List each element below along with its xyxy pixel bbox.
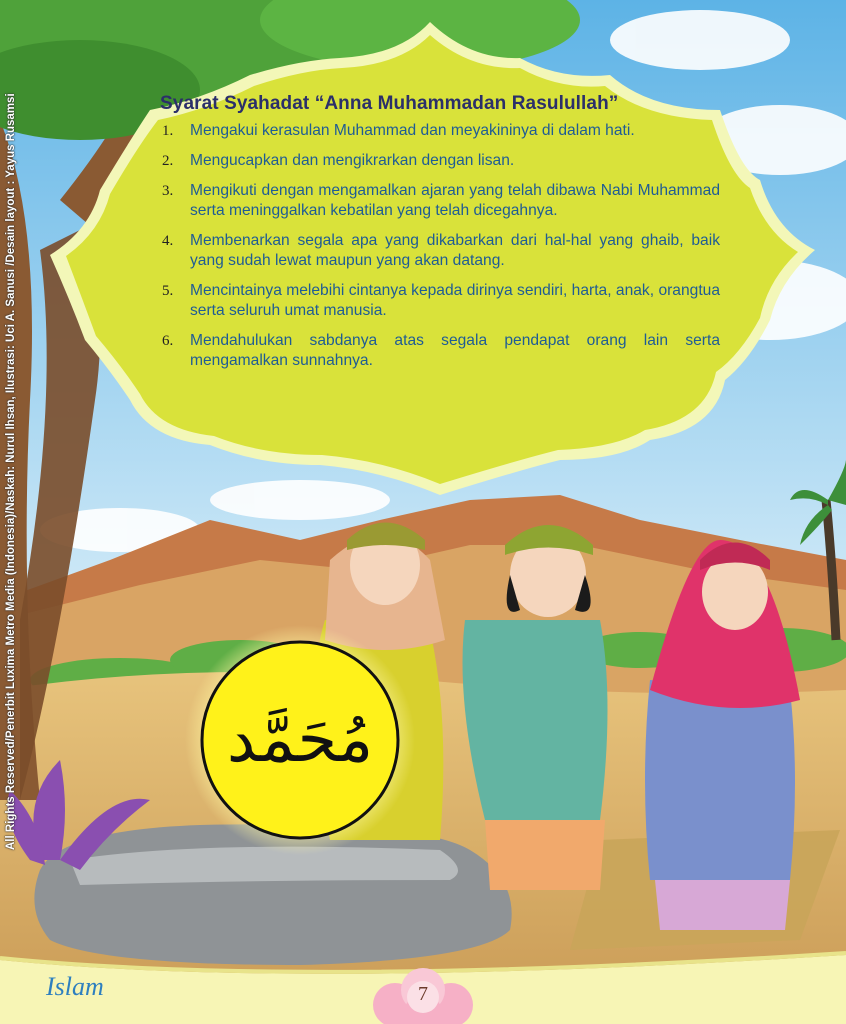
item-number: 1.	[162, 123, 174, 139]
conditions-list	[160, 121, 720, 371]
item-text: Mendahulukan sabdanya atas segala pendapat orang lain serta mengamalkan sunnahnya.	[190, 332, 720, 369]
page-number: 7	[418, 983, 428, 1005]
list-item	[160, 121, 720, 141]
brand-label: Islam	[46, 972, 104, 1001]
list-item	[160, 331, 720, 371]
item-number: 3.	[162, 183, 174, 199]
item-text: Mengakui kerasulan Muhammad dan meyakininya di dalam hati.	[190, 122, 635, 139]
item-text: Membenarkan segala apa yang dikabarkan dari hal-hal yang ghaib, baik yang sudah lewat maupun yang akan datang.	[190, 232, 720, 269]
copyright-credit: All Rights Reserved/Penerbit Luxima Metro Media (Indonesia)/Naskah: Nurul Ihsan, Ilustrasi: Uci A. Sanusi /Desain layout : Yayus Rusamsi	[5, 93, 17, 850]
list-item	[160, 231, 720, 271]
muhammad-calligraphy: مُحَمَّد	[226, 703, 374, 777]
list-item	[160, 281, 720, 321]
item-number: 6.	[162, 333, 174, 349]
list-item	[160, 181, 720, 221]
item-number: 5.	[162, 283, 174, 299]
item-text: Mengikuti dengan mengamalkan ajaran yang telah dibawa Nabi Muhammad serta meninggalkan kebatilan yang telah dicegahnya.	[190, 182, 720, 219]
list-item	[160, 151, 720, 171]
item-text: Mengucapkan dan mengikrarkan dengan lisan.	[190, 152, 515, 169]
item-text: Mencintainya melebihi cintanya kepada dirinya sendiri, harta, anak, orangtua serta seluruh umat manusia.	[190, 282, 720, 319]
item-number: 4.	[162, 233, 174, 249]
item-number: 2.	[162, 153, 174, 169]
panel-title: Syarat Syahadat “Anna Muhammadan Rasulullah”	[160, 93, 619, 114]
info-panel	[160, 93, 720, 381]
